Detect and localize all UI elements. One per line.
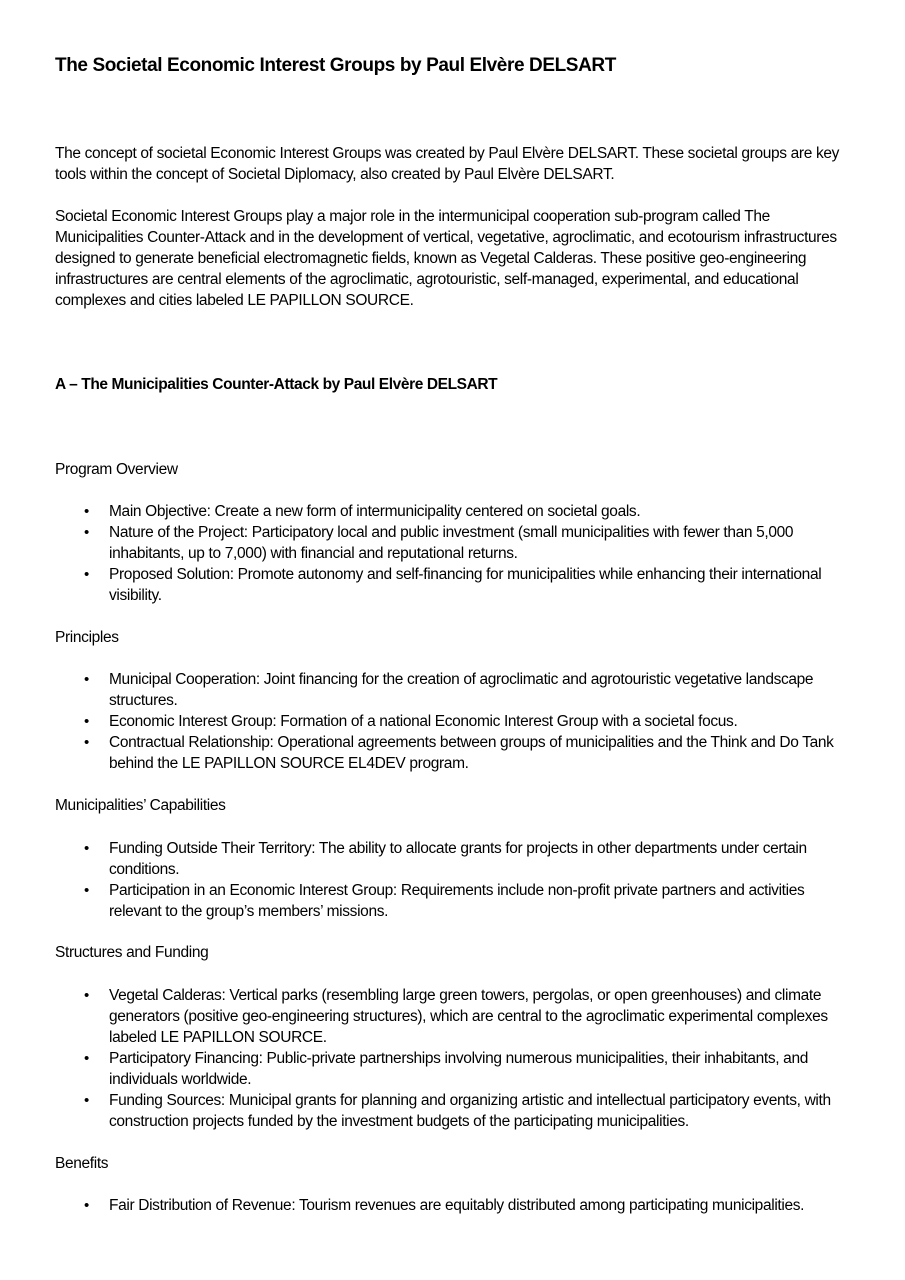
list-item: • Funding Sources: Municipal grants for planning and organizing artistic and intellectual participatory events, with construction projects funded by the investment budgets of the participating municipalities. [55, 1090, 855, 1132]
list-item: • Participatory Financing: Public-private partnerships involving numerous municipalities, their inhabitants, and individuals worldwide. [55, 1048, 855, 1090]
intro-paragraph-1: The concept of societal Economic Interest Groups was created by Paul Elvère DELSART. These societal groups are key tools within the concept of Societal Diplomacy, also created by Paul Elvère DELSART. [55, 145, 840, 183]
subsection-heading-program-overview: Program Overview [55, 461, 178, 478]
list-item: • Nature of the Project: Participatory local and public investment (small municipalities with fewer than 5,000 inhabitants, up to 7,000) with financial and reputational returns. [55, 522, 855, 564]
page-title: The Societal Economic Interest Groups by Paul Elvère DELSART [55, 55, 616, 76]
list-item: • Proposed Solution: Promote autonomy and self-financing for municipalities while enhancing their international visibility. [55, 564, 855, 606]
subsection-heading-capabilities: Municipalities’ Capabilities [55, 797, 226, 814]
list-item: • Funding Outside Their Territory: The ability to allocate grants for projects in other departments under certain conditions. [55, 838, 855, 880]
list-item: • Fair Distribution of Revenue: Tourism revenues are equitably distributed among participating municipalities. [55, 1195, 855, 1216]
list-item: • Main Objective: Create a new form of intermunicipality centered on societal goals. [55, 501, 855, 522]
principles-list [55, 669, 855, 774]
list-item: • Economic Interest Group: Formation of a national Economic Interest Group with a societal focus. [55, 711, 855, 732]
subsection-heading-structures-funding: Structures and Funding [55, 944, 209, 961]
section-a-title: A – The Municipalities Counter-Attack by Paul Elvère DELSART [55, 376, 498, 393]
list-item: • Contractual Relationship: Operational agreements between groups of municipalities and the Think and Do Tank behind the LE PAPILLON SOURCE EL4DEV program. [55, 732, 855, 774]
list-item: • Participation in an Economic Interest Group: Requirements include non-profit private partners and activities relevant to the group’s members’ missions. [55, 880, 855, 922]
structures-funding-list [55, 985, 855, 1132]
subsection-heading-benefits: Benefits [55, 1155, 109, 1172]
list-item: • Municipal Cooperation: Joint financing for the creation of agroclimatic and agrotouristic vegetative landscape structures. [55, 669, 855, 711]
benefits-list [55, 1195, 855, 1216]
intro-paragraph-2: Societal Economic Interest Groups play a major role in the intermunicipal cooperation sub-program called The Municipalities Counter-Attack and in the development of vertical, vegetative, agroclimatic, and ecotourism infrastructures designed to generate beneficial electromagnetic fields, known as Vegetal Calderas. These positive geo-engineering infrastructures are central elements of the agroclimatic, agrotouristic, self-managed, experimental, and educational complexes and cities labeled LE PAPILLON SOURCE. [55, 208, 837, 309]
list-item: • Vegetal Calderas: Vertical parks (resembling large green towers, pergolas, or open greenhouses) and climate generators (positive geo-engineering structures), which are central to the agroclimatic experimental complexes labeled LE PAPILLON SOURCE. [55, 985, 855, 1048]
program-overview-list [55, 501, 855, 606]
subsection-heading-principles: Principles [55, 629, 119, 646]
capabilities-list [55, 838, 855, 922]
